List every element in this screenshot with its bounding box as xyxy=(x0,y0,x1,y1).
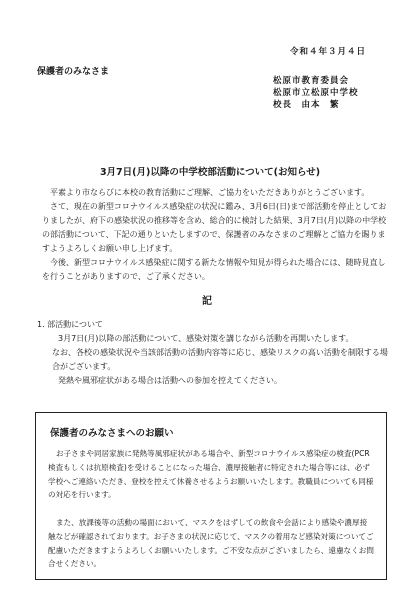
notice-paragraph-1: お子さまや同居家族に発熱等風邪症状がある場合や、新型コロナウイルス感染症の検査(PCR検査もしくは抗原検査)を受けることになった場合、濃厚接触者に特定された場合等には、必ず学校へご連絡いただき、登校を控えて休養させるようお願いいたします。教職員についても同様の対応を行います。 xyxy=(48,449,374,500)
section-heading: 1. 部活動について xyxy=(37,320,104,329)
notice-heading: 保護者のみなさまへのお願い xyxy=(50,428,174,439)
sender-principal: 校長 由本 繁 xyxy=(273,100,340,110)
addressee: 保護者のみなさま xyxy=(37,67,110,77)
document-title: 3月7日(月)以降の中学校部活動について(お知らせ) xyxy=(99,167,321,178)
section-line-1: 3月7日(月)以降の部活動について、感染対策を講じながら活動を再開いたします。 xyxy=(58,334,354,343)
notice-paragraph-2: また、放課後等の活動の場面において、マスクをはずしての飲食や会話により感染や濃厚接触などが確認されております。お子さまの状況に応じて、マスクの着用など感染対策についてご配慮いただきますようよろしくお願いいたします。ご不安な点がございましたら、遠慮なくお問合せください。 xyxy=(48,518,374,569)
document-date: 令和４年３月４日 xyxy=(290,47,367,57)
sender-school: 松原市立松原中学校 xyxy=(273,88,359,98)
intro-paragraph-2: さて、現在の新型コロナウイルス感染症の状況に鑑み、3月6日(日)まで部活動を停止としておりましたが、府下の感染状況の推移等を含め、総合的に検討した結果、3月7日(月)以降の中学校の部活動について、下記の通りといたしますので、保護者のみなさまのご理解とご協力を賜りますようよろしくお願い申し上げます。 xyxy=(42,202,387,253)
ki-heading: 記 xyxy=(202,296,212,307)
intro-paragraph-3: 今後、新型コロナウイルス感染症に関する新たな情報や知見が得られた場合には、随時見直しを行うことがありますので、ご了承ください。 xyxy=(42,258,386,281)
section-line-2: なお、各校の感染状況や当該部活動の活動内容等に応じ、感染リスクの高い活動を制限する場合がございます。 xyxy=(52,348,388,371)
sender-organization: 松原市教育委員会 xyxy=(273,76,350,86)
notice-box xyxy=(35,412,387,580)
section-line-3: 発熱や風邪症状がある場合は活動への参加を控えてください。 xyxy=(58,376,282,385)
intro-paragraph-1: 平素より市ならびに本校の教育活動にご理解、ご協力をいただきありがとうございます。 xyxy=(50,188,370,197)
